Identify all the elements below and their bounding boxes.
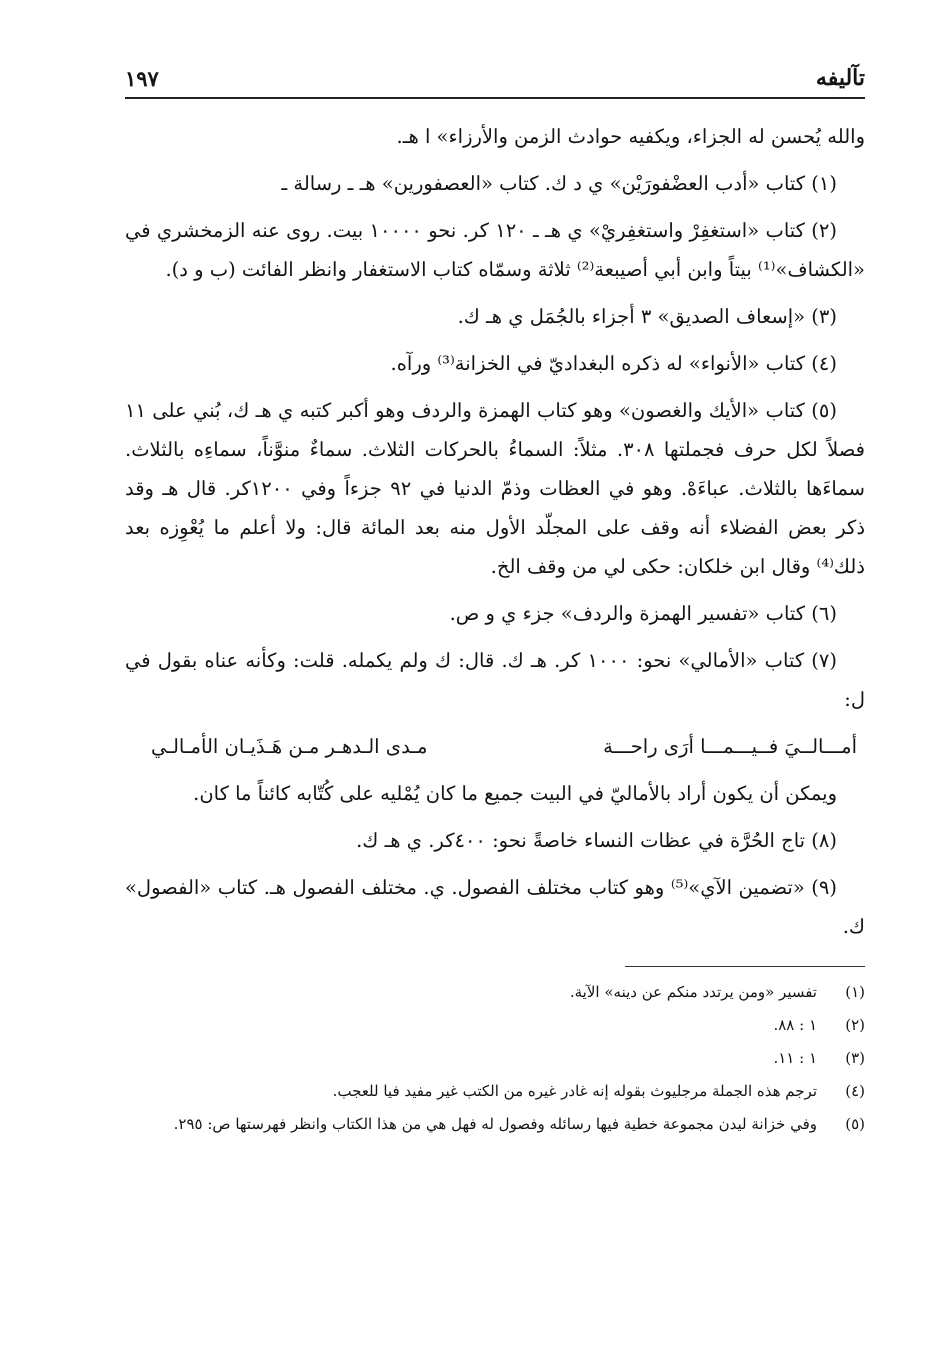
poem-verse — [125, 727, 865, 766]
entry-5: (٥) كتاب «الأيك والغصون» وهو كتاب الهمزة والردف وهو أكبر كتبه ي هـ ك، بُني على ١١ فصلاً لكل حرف فجملتها ٣٠٨. مثلاً: السماءُ بالحركات الثلاث. سماءٌ منوَّناً، سماءِه بالثلاث. سماءَها بالثلاث. عباءَهْ. وهو في العظات وذمّ الدنيا في ٩٢ جزءاً وفي ١٢٠٠كر. قال هـ وقد ذكر بعض الفضلاء أنه وقف على المجلّد الأول منه بعد المائة قال: ولا أعلم ما يُعْوِزه بعد ذلك⁽⁴⁾ وقال ابن خلكان: حكى لي من وقف الخ. — [125, 399, 866, 578]
book-page — [125, 55, 865, 1345]
footnote — [125, 1076, 865, 1107]
running-head — [125, 55, 865, 91]
footnote-number: (٢) — [845, 1016, 865, 1034]
footnote-text: ترجم هذه الجملة مرجليوث بقوله إنه غادر غيره من الكتب غير مفيد فيا للعجب. — [332, 1082, 817, 1100]
footnote-number: (٤) — [845, 1082, 865, 1100]
footnote — [125, 1043, 865, 1074]
footnote-text: ١ : ١١. — [773, 1049, 817, 1067]
header-rule — [125, 97, 865, 99]
entry-2: (٢) كتاب «استغفِرْ واستغفِريْ» ي هـ ـ ١٢٠ كر. نحو ١٠٠٠٠ بيت. روى عنه الزمخشري في «الكشاف»⁽¹⁾ بيتاً وابن أبي أصيبعة⁽²⁾ ثلاثة وسمّاه كتاب الاستغفار وانظر الفائت (ب و د). — [125, 219, 865, 281]
footnote — [125, 1109, 865, 1140]
footnote-number: (٥) — [845, 1115, 865, 1133]
footnote-text: وفي خزانة ليدن مجموعة خطية فيها رسائله وفصول له فهل هي من هذا الكتاب وانظر فهرستها ص: ٢٩٥. — [173, 1115, 817, 1133]
footnotes — [125, 977, 865, 1140]
entry-8: (٨) تاج الحُرَّة في عظات النساء خاصةً نحو: ٤٠٠كر. ي هـ ك. — [356, 829, 837, 852]
verse-second-hemistich: مـدى الـدهـر مـن هَـذَيـان الأمـالـي — [151, 735, 428, 758]
entry-4: (٤) كتاب «الأنواء» له ذكره البغداديّ في الخزانة⁽³⁾ ورآه. — [390, 352, 837, 375]
entry-7: (٧) كتاب «الأمالي» نحو: ١٠٠٠ كر. هـ ك. قال: ك ولم يكمله. قلت: وكأنه عناه بقول في ل: — [125, 649, 865, 711]
footnote — [125, 977, 865, 1008]
footnote-number: (٣) — [845, 1049, 865, 1067]
footnote-text: تفسير «ومن يرتدد منكم عن دينه» الآية. — [569, 983, 817, 1001]
entry-6: (٦) كتاب «تفسير الهمزة والردف» جزء ي و ص. — [449, 602, 837, 625]
paragraph-continuation: والله يُحسن له الجزاء، ويكفيه حوادث الزمن والأرزاء» ا هـ. — [396, 125, 865, 148]
entry-1: (١) كتاب «أدب العضْفورَيْن» ي د ك. كتاب «العصفورين» هـ ـ رسالة ـ — [281, 172, 837, 195]
main-text — [125, 117, 865, 946]
page-number: ١٩٧ — [125, 66, 159, 91]
running-head-title: تآليفه — [815, 65, 865, 91]
verse-first-hemistich: أمـــالــيَ فــيـــمـــا أرَى راحـــة — [603, 735, 857, 758]
footnote-number: (١) — [845, 983, 865, 1001]
entry-3: (٣) «إسعاف الصديق» ٣ أجزاء بالجُمَل ي هـ ك. — [457, 305, 837, 328]
entry-9: (٩) «تضمين الآي»⁽⁵⁾ وهو كتاب مختلف الفصول. ي. مختلف الفصول هـ. كتاب «الفصول» ك. — [125, 876, 865, 938]
footnote-separator — [625, 966, 865, 967]
footnote-text: ١ : ٨٨. — [773, 1016, 817, 1034]
commentary-paragraph: ويمكن أن يكون أراد بالأماليّ في البيت جميع ما كان يُمْليه على كُتّابه كائناً ما كان. — [193, 782, 837, 805]
footnote — [125, 1010, 865, 1041]
